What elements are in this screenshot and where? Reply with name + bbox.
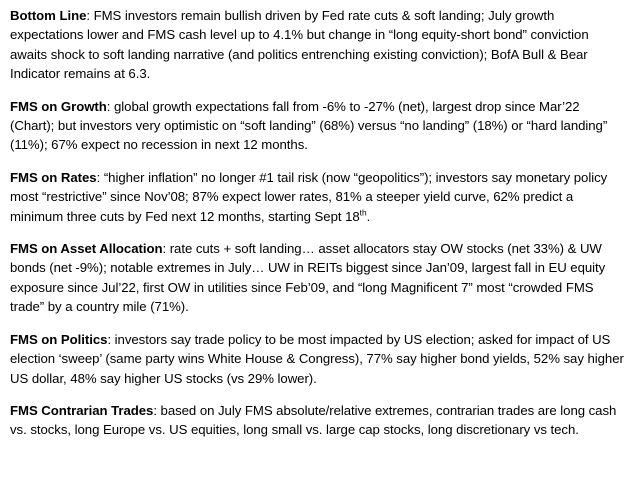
paragraph-text: : FMS investors remain bullish driven by Fed rate cuts & soft landing; July growth expectations lower and FMS cash level up to 4.1% but change in “long equity-short bond” conviction awaits shock to soft landing narrative (and politics entrenching existing conviction); BofA Bull & Bear Indicator remains at 6.3. [10, 8, 589, 82]
paragraph-lead-label: FMS on Rates [10, 169, 97, 185]
ordinal-suffix: th [359, 207, 367, 218]
paragraph-fms-contrarian-trades [10, 401, 626, 440]
paragraph-bottom-line [10, 6, 626, 84]
paragraph-lead-label: FMS on Asset Allocation [10, 241, 163, 257]
paragraph-lead-label: FMS Contrarian Trades [10, 402, 154, 418]
paragraph-lead-label: Bottom Line [10, 8, 87, 23]
paragraph-fms-on-growth [10, 97, 626, 155]
paragraph-text: : “higher inflation” no longer #1 tail risk (now “geopolitics”); investors say monetary policy most “restrictive” since Nov’08; 87% expect lower rates, 81% a steeper yield curve, 62% predict a minimum three cuts by Fed next 12 months, starting Sept 18 [10, 169, 608, 224]
paragraph-text: : investors say trade policy to be most impacted by US election; asked for impact of US election ‘sweep’ (same party wins White House & Congress), 77% say higher bond yields, 52% say higher US dollar, 48% say higher US stocks (vs 29% lower). [10, 331, 624, 386]
paragraph-lead-label: FMS on Politics [10, 331, 108, 347]
paragraph-fms-on-asset-allocation [10, 239, 626, 317]
paragraph-text: : based on July FMS absolute/relative extremes, contrarian trades are long cash vs. stocks, long Europe vs. US equities, long small vs. large cap stocks, long discretionary vs tech. [10, 402, 617, 438]
paragraph-lead-label: FMS on Growth [10, 98, 107, 114]
paragraph-text-tail: . [366, 208, 371, 224]
paragraph-fms-on-politics [10, 330, 626, 388]
paragraph-fms-on-rates [10, 168, 626, 226]
paragraph-text: : rate cuts + soft landing… asset allocators stay OW stocks (net 33%) & UW bonds (net -9%); notable extremes in July… UW in REITs biggest since Jan’09, largest fall in EU equity exposure since Jul’22, first OW in utilities since Feb’09, and “long Magnificent 7” most “crowded FMS trade” by a country mile (71%). [10, 241, 606, 315]
paragraph-text: : global growth expectations fall from -6% to -27% (net), largest drop since Mar’22 (Chart); but investors very optimistic on “soft landing” (68%) versus “no landing” (18%) or “hard landing” (11%); 67% expect no recession in next 12 months. [10, 98, 608, 153]
